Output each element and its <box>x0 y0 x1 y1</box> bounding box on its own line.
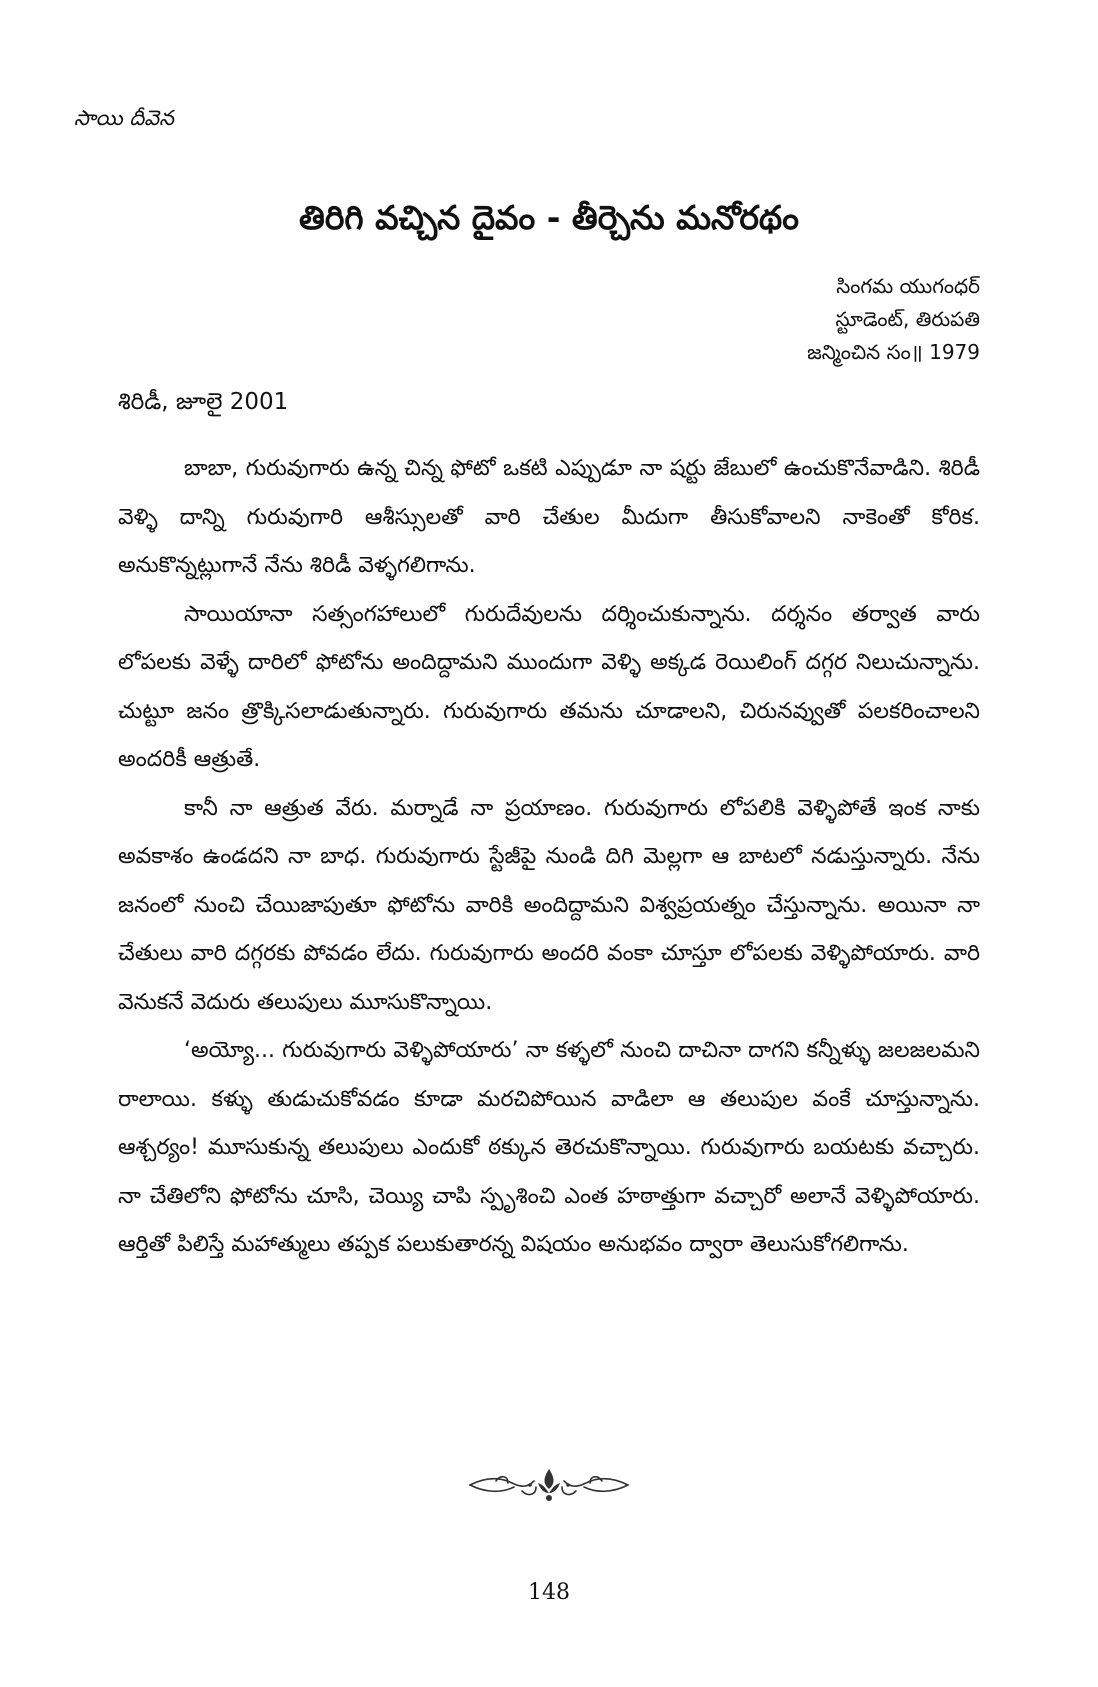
paragraph: బాబా, గురువుగారు ఉన్న చిన్న ఫోటో ఒకటి ఎప్పుడూ నా షర్టు జేబులో ఉంచుకొనేవాడిని. శిరిడీ వెళ్ళి దాన్ని గురువుగారి ఆశీస్సులతో వారి చేతుల మీదుగా తీసుకోవాలని నాకెంతో కోరిక. అనుకొన్నట్లుగానే నేను శిరిడీ వెళ్ళగలిగాను. <box>118 456 980 578</box>
place-date: శిరిడీ, జూలై 2001 <box>118 389 289 415</box>
running-head: సాయి దీవెన <box>74 106 174 130</box>
author-role: స్టూడెంట్, తిరుపతి <box>835 307 980 331</box>
paragraph: సాయియానా సత్సంగహాలులో గురుదేవులను దర్శించుకున్నాను. దర్శనం తర్వాత వారు లోపలకు వెళ్ళే దారిలో ఫోటోను అందిద్దామని ముందుగా వెళ్ళి అక్కడ రెయిలింగ్ దగ్గర నిలుచున్నాను. చుట్టూ జనం త్రొక్కిసలాడుతున్నారు. గురువుగారు తమను చూడాలని, చిరునవ్వుతో పలకరించాలని అందరికీ ఆత్రుతే. <box>118 601 980 772</box>
article-title: తిరిగి వచ్చిన దైవం - తీర్చెను మనోరథం <box>299 198 799 237</box>
paragraph: ‘అయ్యో... గురువుగారు వెళ్ళిపోయారు’ నా కళ్ళలో నుంచి దాచినా దాగని కన్నీళ్ళు జలజలమని రాలాయి. కళ్ళు తుడుచుకోవడం కూడా మరచిపోయిన వాడిలా ఆ తలుపుల వంకే చూస్తున్నాను. ఆశ్చర్యం! మూసుకున్న తలుపులు ఎందుకో ఠక్కున తెరచుకొన్నాయి. గురువుగారు బయటకు వచ్చారు. నా చేతిలోని ఫోటోను చూసి, చెయ్యి చాపి స్పృశించి ఎంత హఠాత్తుగా వచ్చారో అలానే వెళ్ళిపోయారు. ఆర్తితో పిలిస్తే మహాత్ములు తప్పక పలుకుతారన్న విషయం అనుభవం ద్వారా తెలుసుకోగలిగాను. <box>118 1038 980 1257</box>
page-number: 148 <box>528 1580 570 1605</box>
author-name: సింగమ యుగంధర్ <box>836 274 980 298</box>
body-text <box>118 445 980 1270</box>
author-block <box>807 270 980 369</box>
author-birth-year: జన్మించిన సం॥ 1979 <box>807 340 980 364</box>
decorative-flourish-icon <box>466 1463 632 1505</box>
paragraph: కానీ నా ఆత్రుత వేరు. మర్నాడే నా ప్రయాణం. గురువుగారు లోపలికి వెళ్ళిపోతే ఇంక నాకు అవకాశం ఉండదని నా బాధ. గురువుగారు స్టేజీపై నుండి దిగి మెల్లగా ఆ బాటలో నడుస్తున్నారు. నేను జనంలో నుంచి చేయిజాపుతూ ఫోటోను వారికి అందిద్దామని విశ్వప్రయత్నం చేస్తున్నాను. అయినా నా చేతులు వారి దగ్గరకు పోవడం లేదు. గురువుగారు అందరి వంకా చూస్తూ లోపలకు వెళ్ళిపోయారు. వారి వెనుకనే వెదురు తలుపులు మూసుకొన్నాయి. <box>118 795 980 1015</box>
